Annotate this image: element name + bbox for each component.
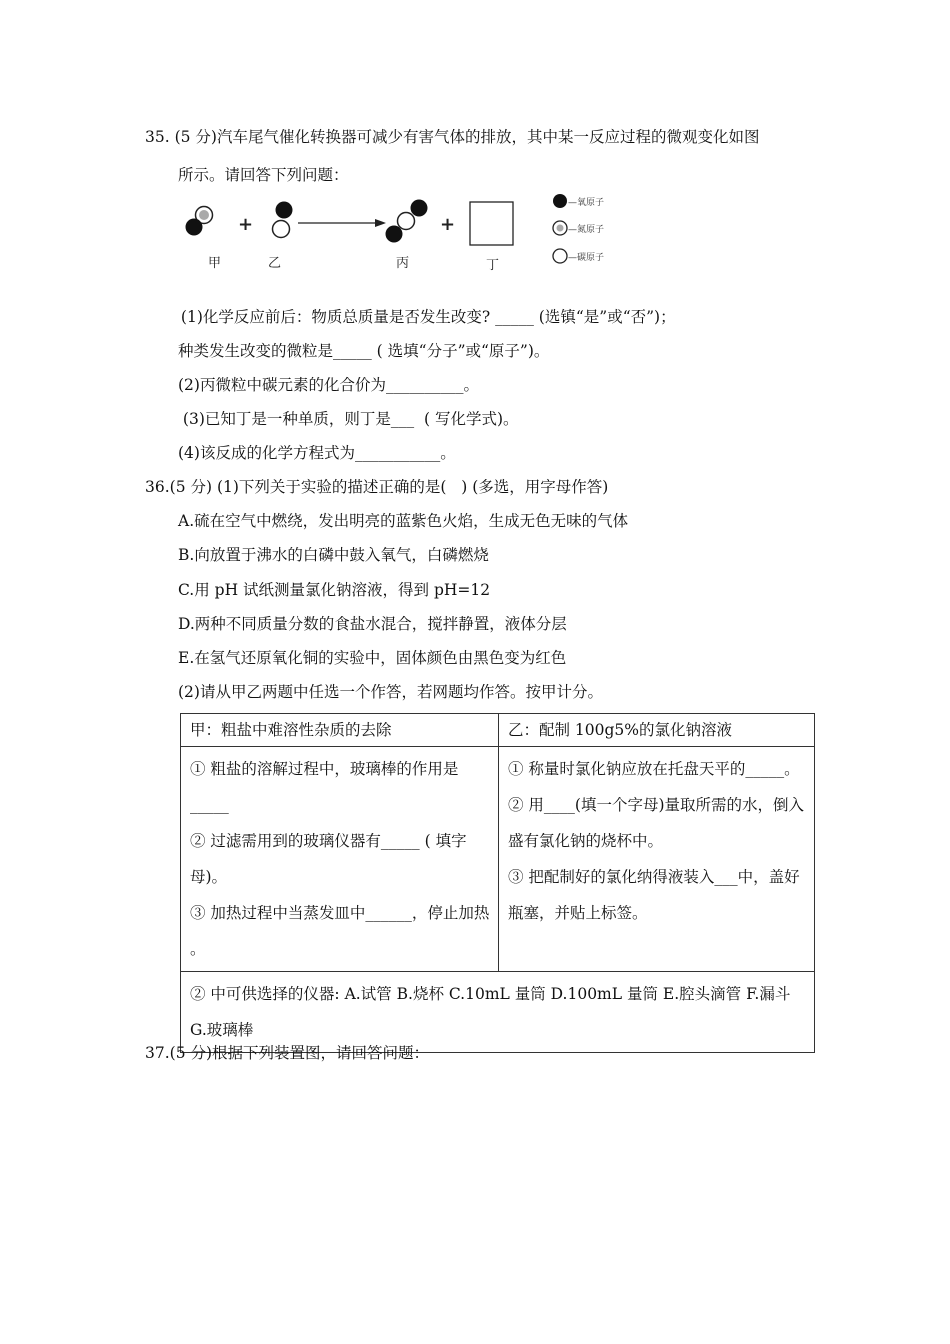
plus-sign-2: +	[440, 214, 456, 235]
q36-option-e: E.在氢气还原氧化铜的实验中，固体颜色由黑色变为红色	[178, 649, 567, 667]
jia-item-1: ① 粗盐的溶解过程中，玻璃棒的作用是_____	[190, 760, 459, 814]
q35-sub4: (4)该反成的化学方程式为___________。	[178, 444, 456, 462]
jia-item-2: ② 过滤需用到的玻璃仪器有_____ ( 填字母)。	[190, 832, 467, 886]
q36-part2: (2)请从甲乙两题中任选一个作答，若网题均作答。按甲计分。	[178, 683, 603, 701]
label-yi: 乙	[268, 256, 282, 271]
table-head-jia: 甲：粗盐中难溶性杂质的去除	[181, 714, 499, 747]
yi-item-1: ① 称量时氯化钠应放在托盘天平的_____。	[508, 760, 800, 778]
q36-option-c: C.用 pH 试纸测量氯化钠溶液，得到 pH=12	[178, 581, 491, 599]
choice-table	[180, 713, 815, 1053]
legend-nitrogen-label: —氮原子	[568, 225, 605, 235]
label-ding: 丁	[486, 258, 500, 273]
q35-sub1b: 种类发生改变的微粒是_____ ( 选填“分子”或“原子”)。	[178, 342, 550, 360]
plus-sign-1: +	[238, 214, 254, 235]
q36-option-b: B.向放置于沸水的白磷中鼓入氧气，白磷燃烧	[178, 546, 489, 564]
jia-item-3: ③ 加热过程中当蒸发皿中______，停止加热 。	[190, 904, 490, 958]
table-footer-instruments: ② 中可供选择的仪器: A.试管 B.烧杯 C.10mL 量筒 D.100mL 量筒 E.腔头滴管 F.漏斗 G.玻璃棒	[181, 972, 815, 1053]
q35-stem-line2: 所示。请回答下列问题：	[178, 166, 349, 184]
molecule-bing	[386, 200, 428, 243]
table-cell-jia	[181, 747, 499, 972]
legend-oxygen-icon	[553, 194, 567, 208]
yi-item-2: ② 用____(填一个字母)量取所需的水，倒入盛有氯化钠的烧杯中。	[508, 796, 805, 850]
yi-item-3: ③ 把配制好的氯化纳得液装入___中，盖好瓶塞，并贴上标签。	[508, 868, 800, 922]
reaction-diagram	[175, 190, 645, 285]
table-cell-yi	[499, 747, 815, 972]
molecule-jia	[186, 207, 213, 236]
q35-sub2: (2)丙微粒中碳元素的化合价为__________。	[178, 376, 479, 394]
legend-carbon-icon	[553, 249, 567, 263]
legend-carbon-label: —碳原子	[568, 253, 605, 263]
label-jia: 甲	[208, 256, 222, 271]
q35-stem-line1: 35. (5 分)汽车尾气催化转换器可减少有害气体的排放，其中某一反应过程的微观变化如图	[145, 128, 760, 146]
q35-sub1a: (1)化学反应前后：物质总质量是否发生改变? _____ (选镇“是”或“否”)；	[176, 308, 676, 326]
q37-stem: 37.(5 分)根据下列装置图，请回答问题：	[145, 1044, 430, 1062]
q36-option-d: D.两种不同质量分数的食盐水混合，搅拌静置，液体分层	[178, 615, 567, 633]
q36-stem: 36.(5 分) (1)下列关于实验的描述正确的是( ) (多选，用字母作答)	[145, 478, 609, 496]
legend-oxygen-label: —氧原子	[568, 198, 605, 208]
table-head-yi: 乙：配制 100g5%的氯化钠溶液	[499, 714, 815, 747]
molecule-yi	[273, 202, 293, 238]
q36-option-a: A.硫在空气中燃绕，发出明亮的蓝紫色火焰，生成无色无味的气体	[178, 512, 629, 530]
unknown-substance-ding-box	[470, 202, 513, 245]
legend	[553, 194, 604, 263]
q35-sub3: (3)已知丁是一种单质，则丁是___ ( 写化学式)。	[178, 410, 519, 428]
label-bing: 丙	[396, 256, 410, 271]
